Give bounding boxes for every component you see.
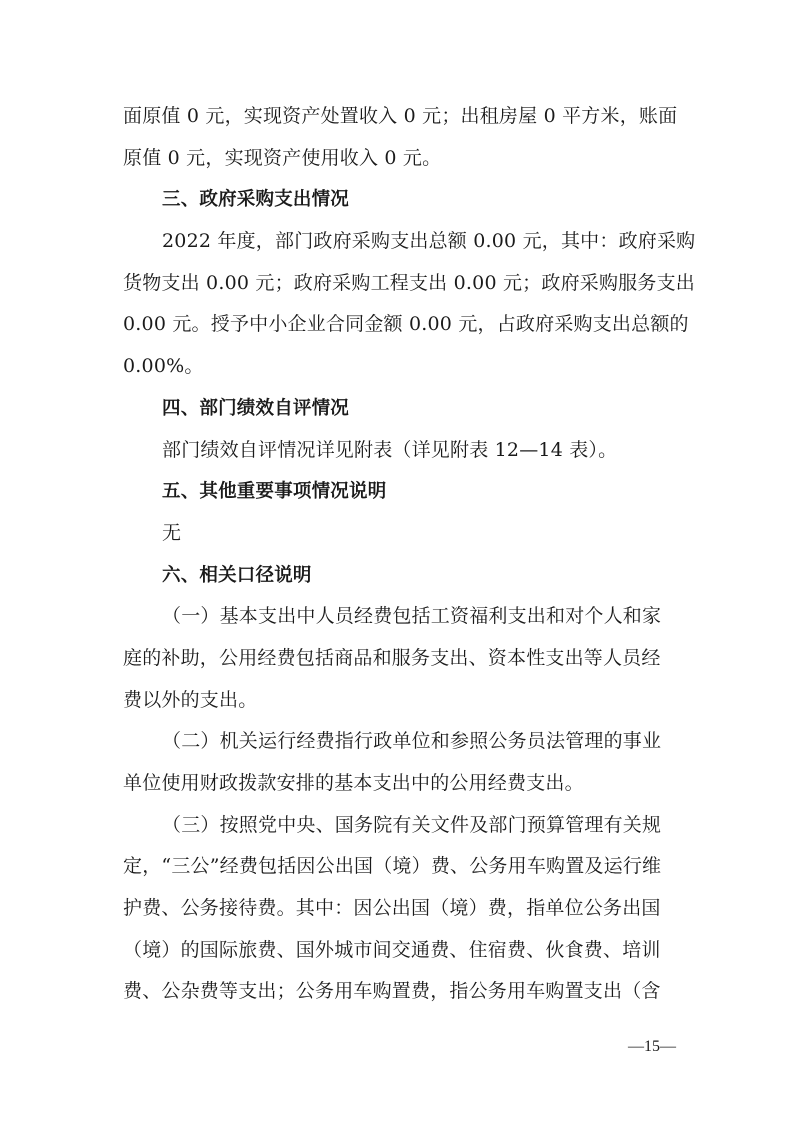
paragraph-line: 2022 年度，部门政府采购支出总额 0.00 元，其中：政府采购	[162, 230, 696, 253]
paragraph-line: 0.00 元。授予中小企业合同金额 0.00 元，占政府采购支出总额的	[123, 313, 689, 336]
paragraph-line: 无	[162, 521, 182, 544]
paragraph-line: 费以外的支出。	[123, 688, 258, 711]
body-text	[123, 96, 696, 1013]
paragraph-line: 部门绩效自评情况详见附表（详见附表 12—14 表）。	[162, 438, 618, 461]
section-heading: 五、其他重要事项情况说明	[162, 481, 387, 503]
paragraph-line: 货物支出 0.00 元；政府采购工程支出 0.00 元；政府采购服务支出	[123, 271, 695, 294]
paragraph-line: 面原值 0 元，实现资产处置收入 0 元；出租房屋 0 平方米，账面	[123, 105, 678, 127]
paragraph-line: 单位使用财政拨款安排的基本支出中的公用经费支出。	[123, 772, 584, 794]
paragraph-line: 定，“三公”经费包括因公出国（境）费、公务用车购置及运行维	[123, 855, 662, 878]
paragraph-line: 庭的补助，公用经费包括商品和服务支出、资本性支出等人员经	[123, 646, 661, 669]
section-heading: 六、相关口径说明	[162, 564, 312, 586]
paragraph-line: （三）按照党中央、国务院有关文件及部门预算管理有关规	[162, 813, 662, 836]
section-heading: 四、部门绩效自评情况	[162, 397, 350, 419]
page-number: —15—	[628, 1038, 676, 1055]
paragraph-line: 费、公杂费等支出；公务用车购置费，指公务用车购置支出（含	[123, 980, 661, 1003]
paragraph-line: 护费、公务接待费。其中：因公出国（境）费，指单位公务出国	[123, 897, 661, 920]
paragraph-line: 原值 0 元，实现资产使用收入 0 元。	[123, 146, 442, 169]
paragraph-line: （境）的国际旅费、国外城市间交通费、住宿费、伙食费、培训	[123, 938, 661, 961]
paragraph-line: （一）基本支出中人员经费包括工资福利支出和对个人和家	[162, 605, 662, 628]
paragraph-line: 0.00%。	[123, 355, 204, 378]
section-heading: 三、政府采购支出情况	[162, 189, 350, 211]
paragraph-line: （二）机关运行经费指行政单位和参照公务员法管理的事业	[162, 730, 662, 753]
